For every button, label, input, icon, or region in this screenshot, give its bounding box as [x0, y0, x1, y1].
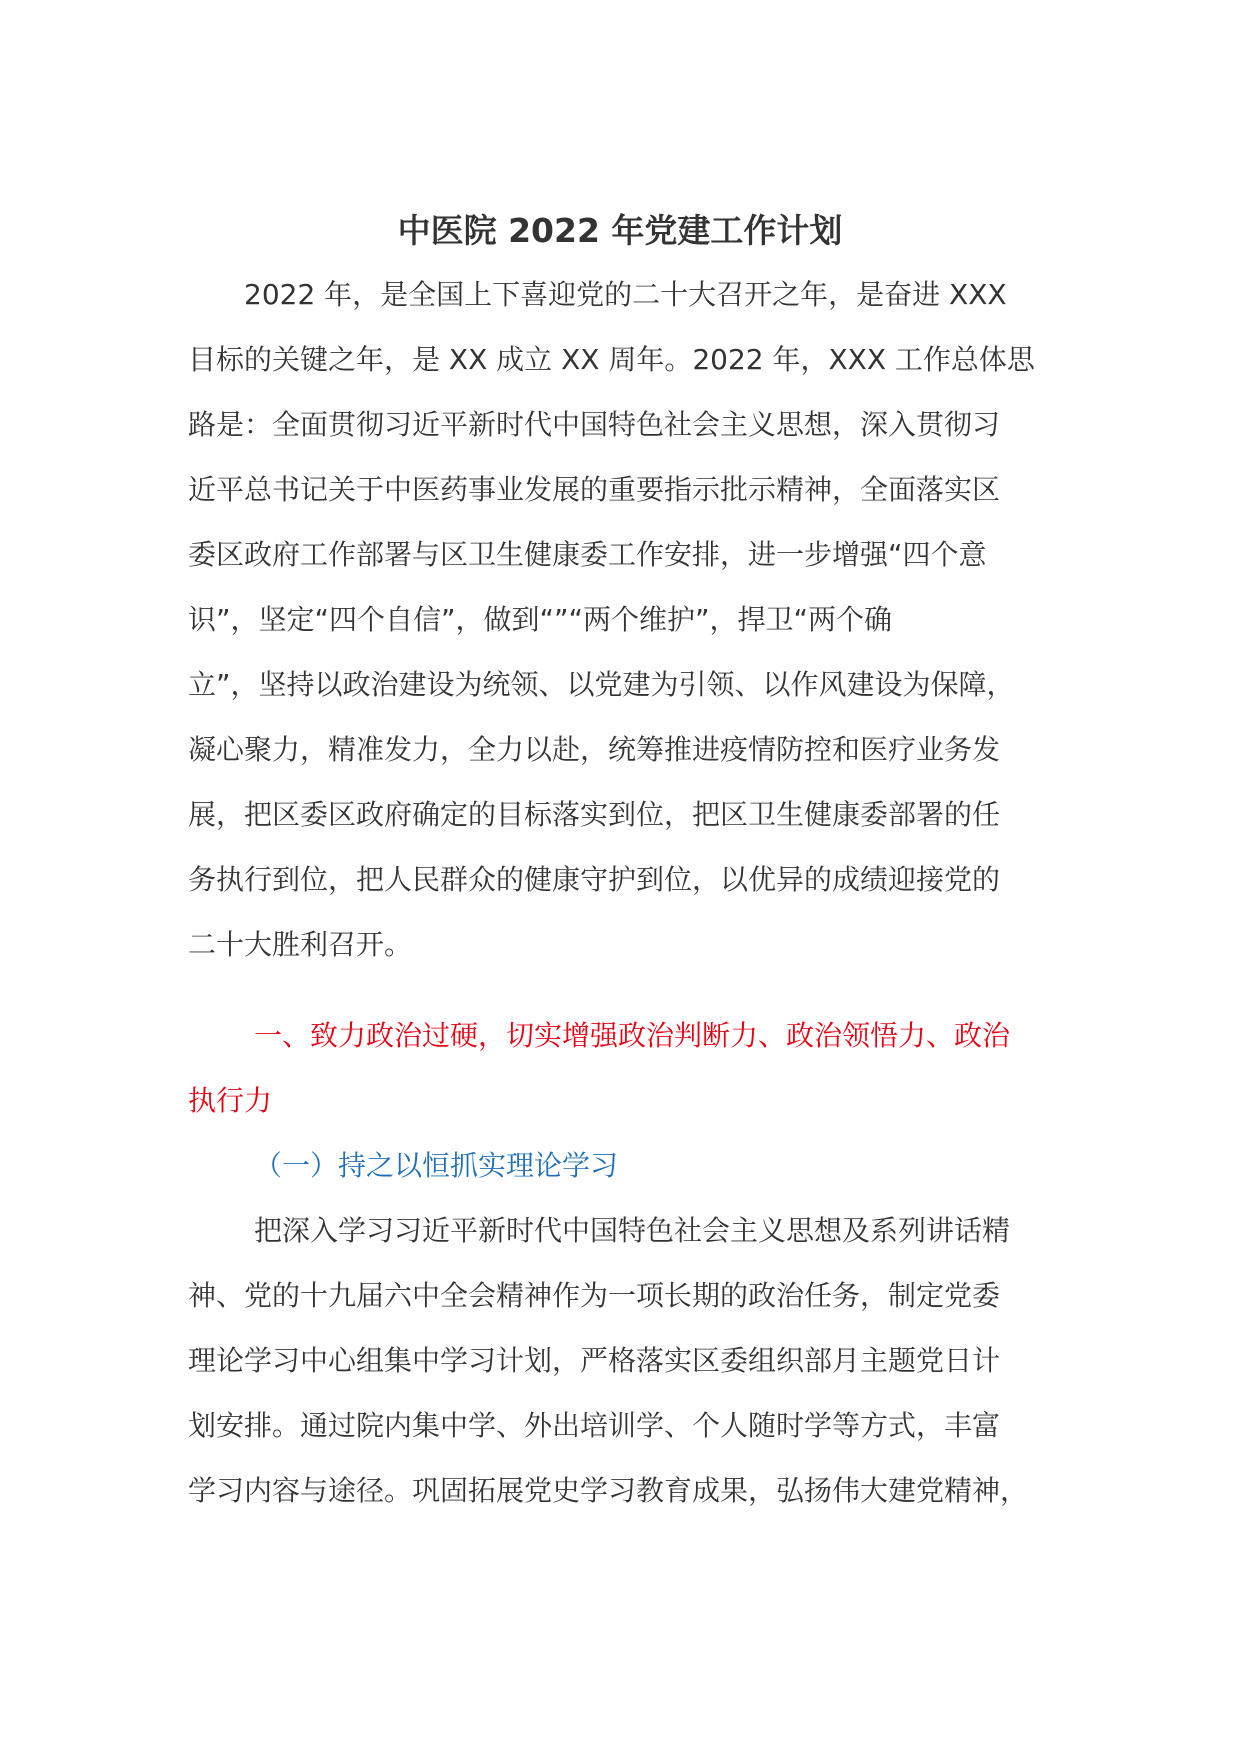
intro-line: 凝心聚力，精准发力，全力以赴，统筹推进疫情防控和医疗业务发: [188, 733, 1001, 766]
intro-line: 识”，坚定“四个自信”，做到“”“两个维护”，捍卫“两个确: [188, 603, 893, 636]
subsection-heading-line: （一）持之以恒抓实理论学习: [254, 1149, 619, 1182]
section-heading-line: 一、致力政治过硬，切实增强政治判断力、政治领悟力、政治: [254, 1019, 1011, 1052]
body-line: 把深入学习习近平新时代中国特色社会主义思想及系列讲话精: [254, 1214, 1011, 1247]
body-line: 理论学习中心组集中学习计划，严格落实区委组织部月主题党日计: [188, 1344, 1001, 1377]
subsection-1-paragraph: [188, 1198, 1058, 1523]
intro-line: 展，把区委区政府确定的目标落实到位，把区卫生健康委部署的任: [188, 798, 1001, 831]
intro-line: 二十大胜利召开。: [188, 928, 413, 961]
subsection-heading-1: [188, 1133, 1058, 1198]
document-title: 中医院 2022 年党建工作计划: [397, 211, 843, 250]
body-line: 神、党的十九届六中全会精神作为一项长期的政治任务，制定党委: [188, 1279, 1001, 1312]
section-heading-1: [188, 1003, 1058, 1133]
intro-line: 目标的关键之年，是 XX 成立 XX 周年。2022 年，XXX 工作总体思: [188, 343, 1035, 376]
section-heading-line: 执行力: [188, 1084, 273, 1117]
intro-paragraph: [188, 262, 1058, 977]
intro-line: 立”，坚持以政治建设为统领、以党建为引领、以作风建设为保障，: [188, 668, 1015, 701]
body-line: 划安排。通过院内集中学、外出培训学、个人随时学等方式，丰富: [188, 1409, 1001, 1442]
intro-line: 路是：全面贯彻习近平新时代中国特色社会主义思想，深入贯彻习: [188, 408, 1001, 441]
intro-line: 2022 年，是全国上下喜迎党的二十大召开之年，是奋进 XXX: [244, 278, 1007, 311]
intro-line: 务执行到位，把人民群众的健康守护到位，以优异的成绩迎接党的: [188, 863, 1001, 896]
body-line: 学习内容与途径。巩固拓展党史学习教育成果，弘扬伟大建党精神，: [188, 1474, 1029, 1507]
intro-line: 近平总书记关于中医药事业发展的重要指示批示精神，全面落实区: [188, 473, 1001, 506]
intro-line: 委区政府工作部署与区卫生健康委工作安排，进一步增强“四个意: [188, 538, 987, 571]
